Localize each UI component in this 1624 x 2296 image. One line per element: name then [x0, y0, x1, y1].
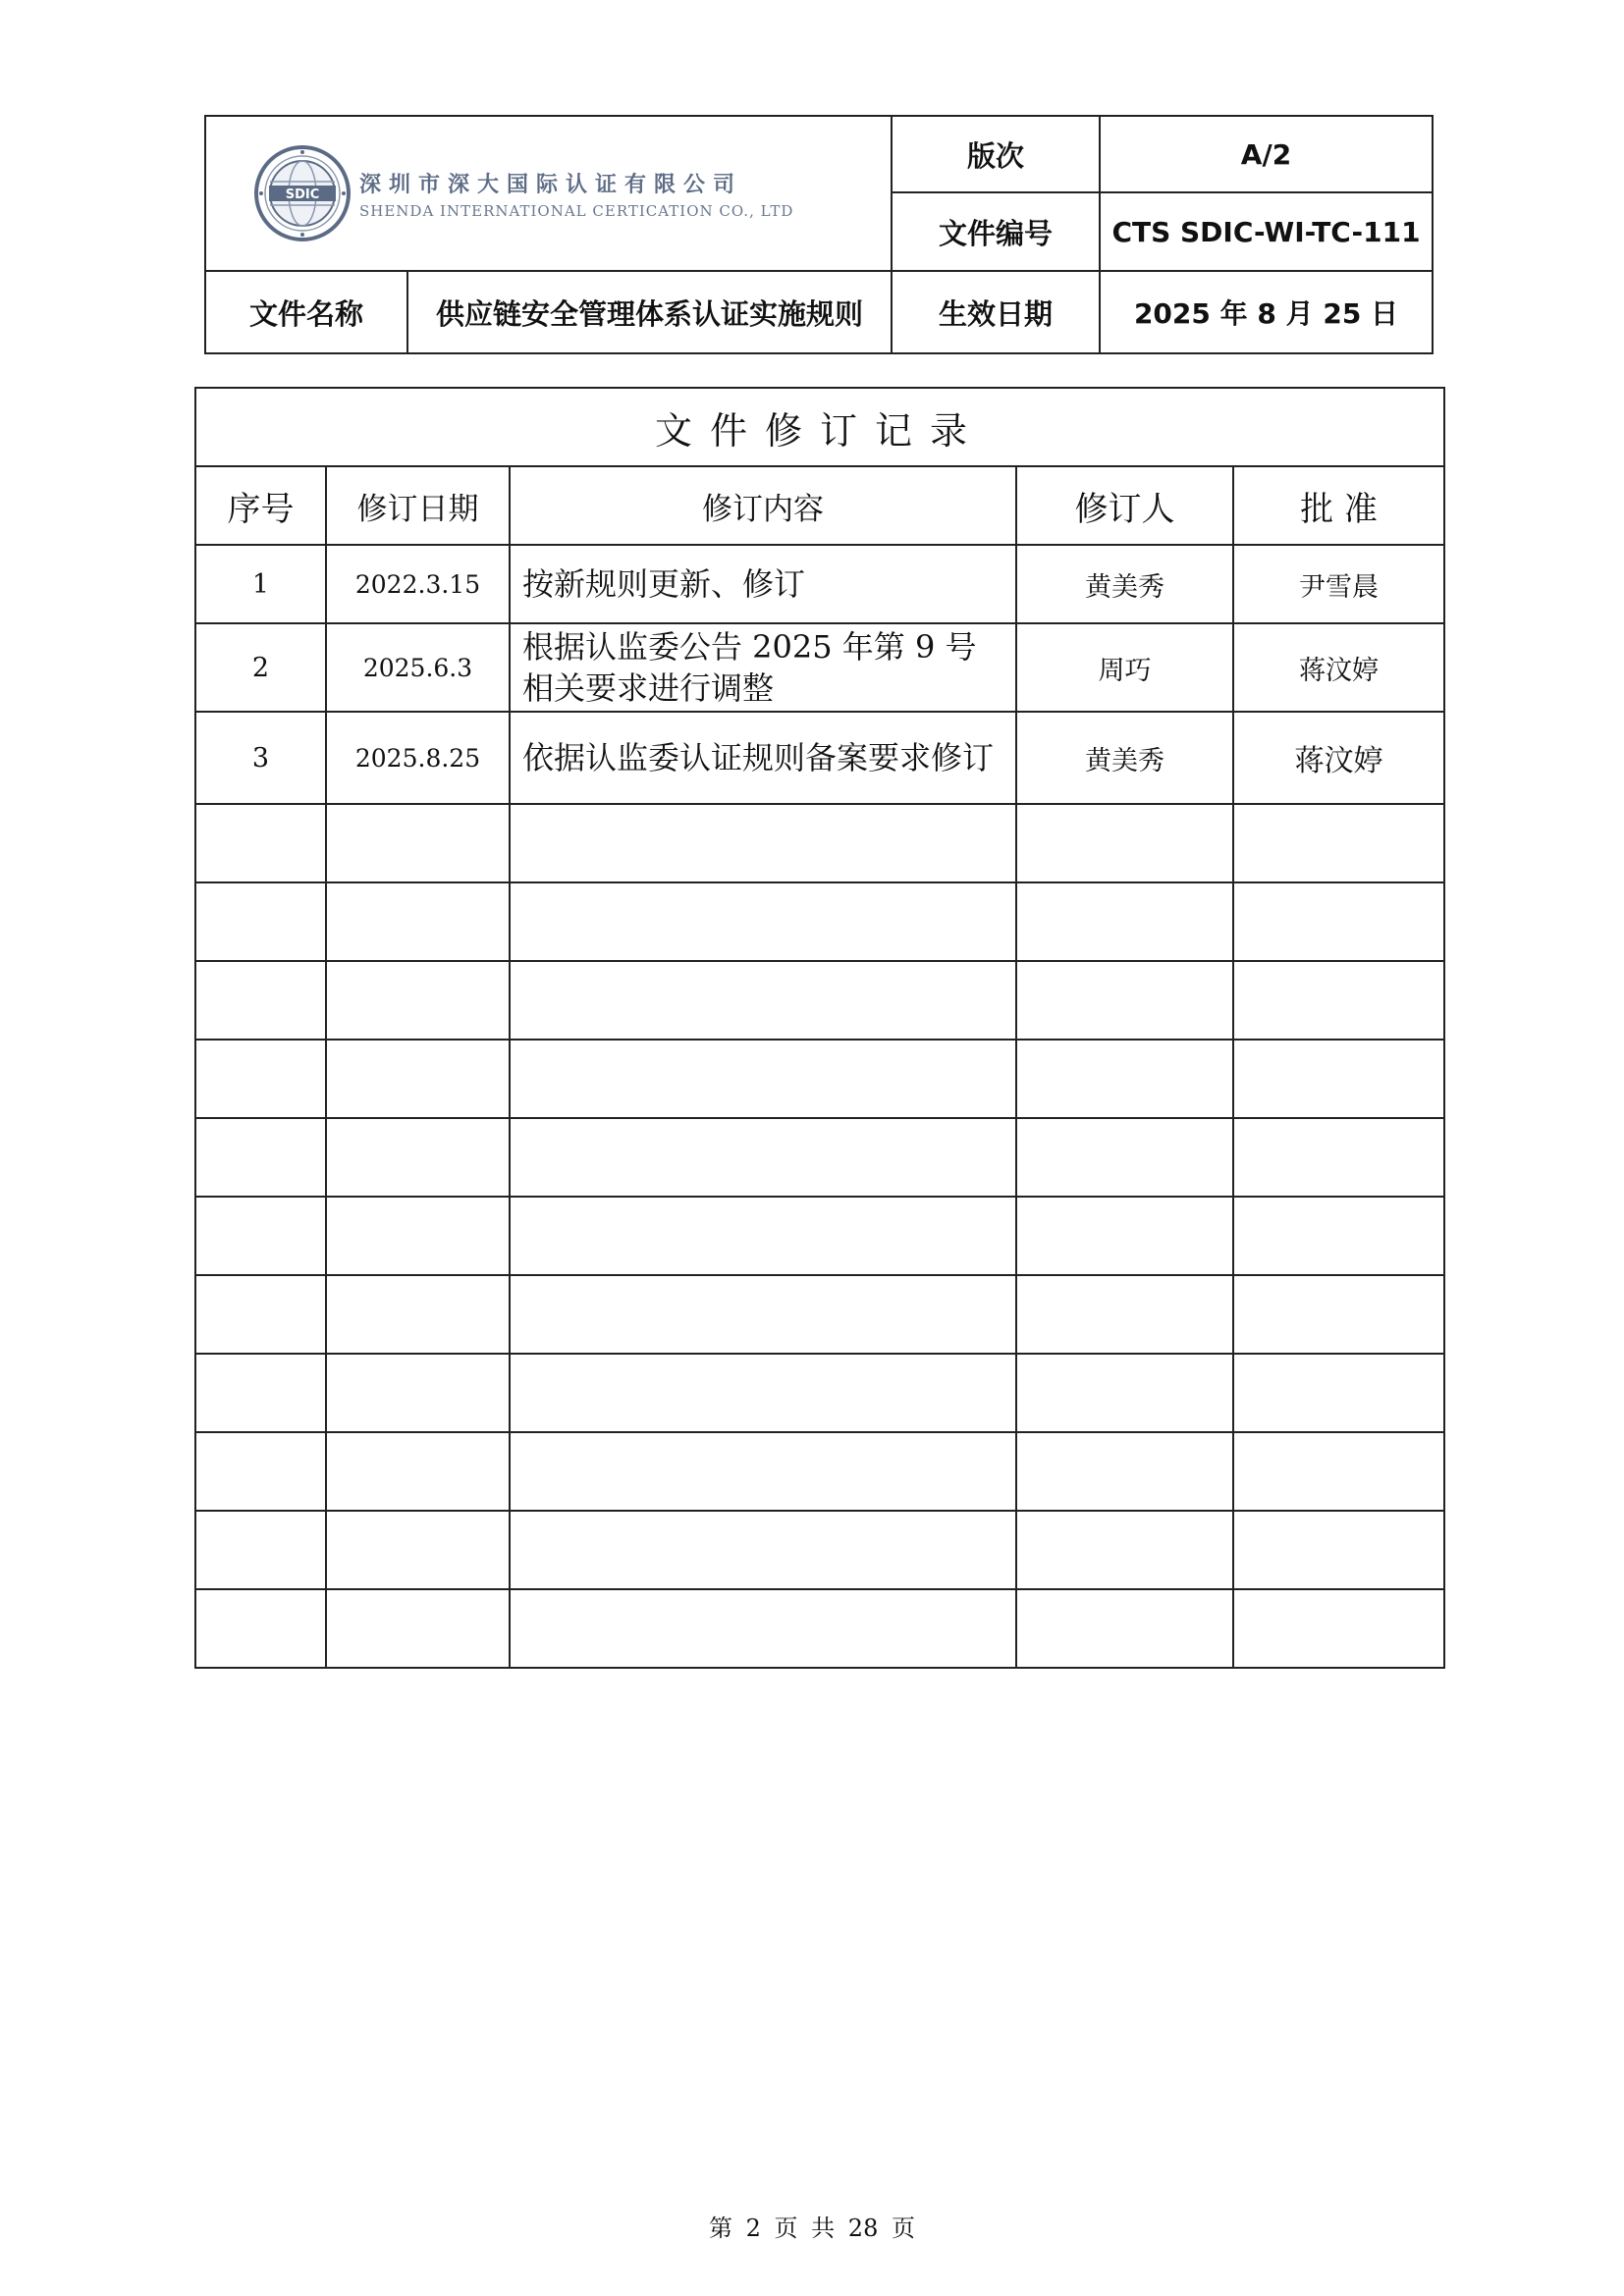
empty-cell [1016, 804, 1233, 882]
empty-cell [195, 1275, 326, 1354]
empty-table-row [195, 1275, 1444, 1354]
empty-cell [1016, 1118, 1233, 1197]
cell-approver: 蒋汶婷 [1233, 712, 1444, 804]
empty-cell [510, 882, 1016, 961]
empty-cell [195, 1432, 326, 1511]
empty-table-row [195, 1432, 1444, 1511]
table-row [195, 712, 1444, 804]
empty-cell [326, 1275, 510, 1354]
empty-cell [1016, 961, 1233, 1040]
col-header-seq: 序号 [195, 466, 326, 545]
table-row [195, 623, 1444, 712]
empty-cell [1233, 1275, 1444, 1354]
empty-cell [195, 1354, 326, 1432]
empty-rows-group [195, 804, 1444, 1668]
empty-table-row [195, 882, 1444, 961]
empty-cell [326, 804, 510, 882]
cell-content: 依据认监委认证规则备案要求修订 [510, 712, 1016, 804]
empty-cell [1233, 1118, 1444, 1197]
col-header-content: 修订内容 [510, 466, 1016, 545]
doc-name-label: 文件名称 [205, 271, 407, 353]
col-header-approver: 批 准 [1233, 466, 1444, 545]
version-label: 版次 [892, 116, 1100, 192]
empty-cell [510, 961, 1016, 1040]
empty-table-row [195, 1197, 1444, 1275]
empty-cell [195, 1511, 326, 1589]
company-name-cn: 深圳市深大国际认证有限公司 [359, 172, 743, 197]
empty-cell [326, 961, 510, 1040]
empty-cell [1233, 1197, 1444, 1275]
doc-number-label: 文件编号 [892, 192, 1100, 271]
empty-cell [1016, 1432, 1233, 1511]
empty-table-row [195, 1118, 1444, 1197]
empty-cell [510, 1354, 1016, 1432]
cell-reviser: 黄美秀 [1016, 545, 1233, 623]
empty-cell [195, 1040, 326, 1118]
cell-content: 根据认监委公告 2025 年第 9 号相关要求进行调整 [510, 623, 1016, 712]
col-header-date: 修订日期 [326, 466, 510, 545]
empty-cell [510, 1432, 1016, 1511]
cell-date: 2025.6.3 [326, 623, 510, 712]
doc-number-value: CTS SDIC-WI-TC-111 [1100, 192, 1433, 271]
empty-cell [326, 1197, 510, 1275]
logo-text: SDIC [285, 187, 320, 202]
empty-cell [1233, 1432, 1444, 1511]
empty-cell [1233, 1040, 1444, 1118]
empty-cell [195, 1589, 326, 1668]
company-name-en: SHENDA INTERNATIONAL CERTICATION CO., LTD [359, 201, 794, 220]
empty-table-row [195, 1040, 1444, 1118]
empty-cell [326, 1589, 510, 1668]
page-number-footer: 第 2 页 共 28 页 [709, 2215, 915, 2242]
empty-table-row [195, 1511, 1444, 1589]
empty-cell [1016, 1197, 1233, 1275]
empty-cell [1233, 1511, 1444, 1589]
empty-cell [326, 1354, 510, 1432]
effective-date-label: 生效日期 [892, 271, 1100, 353]
cell-date: 2025.8.25 [326, 712, 510, 804]
cell-approver: 蒋汶婷 [1233, 623, 1444, 712]
empty-cell [195, 961, 326, 1040]
empty-cell [195, 1118, 326, 1197]
empty-cell [326, 1040, 510, 1118]
empty-cell [326, 1118, 510, 1197]
empty-cell [195, 1197, 326, 1275]
empty-cell [1016, 1511, 1233, 1589]
doc-name-value: 供应链安全管理体系认证实施规则 [407, 271, 892, 353]
cell-reviser: 周巧 [1016, 623, 1233, 712]
cell-seq: 2 [195, 623, 326, 712]
table-row [195, 545, 1444, 623]
empty-cell [510, 1511, 1016, 1589]
cell-date: 2022.3.15 [326, 545, 510, 623]
empty-cell [1016, 1589, 1233, 1668]
revision-table-title: 文件修订记录 [195, 388, 1444, 466]
empty-cell [1233, 1354, 1444, 1432]
company-seal-icon [253, 144, 352, 242]
empty-cell [510, 1275, 1016, 1354]
empty-cell [1233, 882, 1444, 961]
document-header-table [204, 115, 1434, 354]
cell-seq: 1 [195, 545, 326, 623]
empty-cell [326, 882, 510, 961]
empty-table-row [195, 1354, 1444, 1432]
empty-cell [1233, 804, 1444, 882]
empty-cell [1016, 1040, 1233, 1118]
empty-cell [326, 1432, 510, 1511]
empty-table-row [195, 961, 1444, 1040]
empty-cell [510, 1118, 1016, 1197]
empty-cell [1016, 1354, 1233, 1432]
revision-record-table [194, 387, 1445, 1669]
cell-approver: 尹雪晨 [1233, 545, 1444, 623]
col-header-reviser: 修订人 [1016, 466, 1233, 545]
empty-cell [1233, 961, 1444, 1040]
empty-cell [1233, 1589, 1444, 1668]
empty-cell [510, 1589, 1016, 1668]
cell-seq: 3 [195, 712, 326, 804]
empty-cell [510, 1040, 1016, 1118]
empty-cell [510, 1197, 1016, 1275]
empty-cell [195, 804, 326, 882]
empty-cell [510, 804, 1016, 882]
empty-cell [1016, 882, 1233, 961]
company-logo-block [205, 116, 892, 271]
cell-content: 按新规则更新、修订 [510, 545, 1016, 623]
empty-cell [195, 882, 326, 961]
effective-date-value: 2025 年 8 月 25 日 [1100, 271, 1433, 353]
empty-table-row [195, 1589, 1444, 1668]
empty-table-row [195, 804, 1444, 882]
cell-reviser: 黄美秀 [1016, 712, 1233, 804]
empty-cell [1016, 1275, 1233, 1354]
empty-cell [326, 1511, 510, 1589]
version-value: A/2 [1100, 116, 1433, 192]
